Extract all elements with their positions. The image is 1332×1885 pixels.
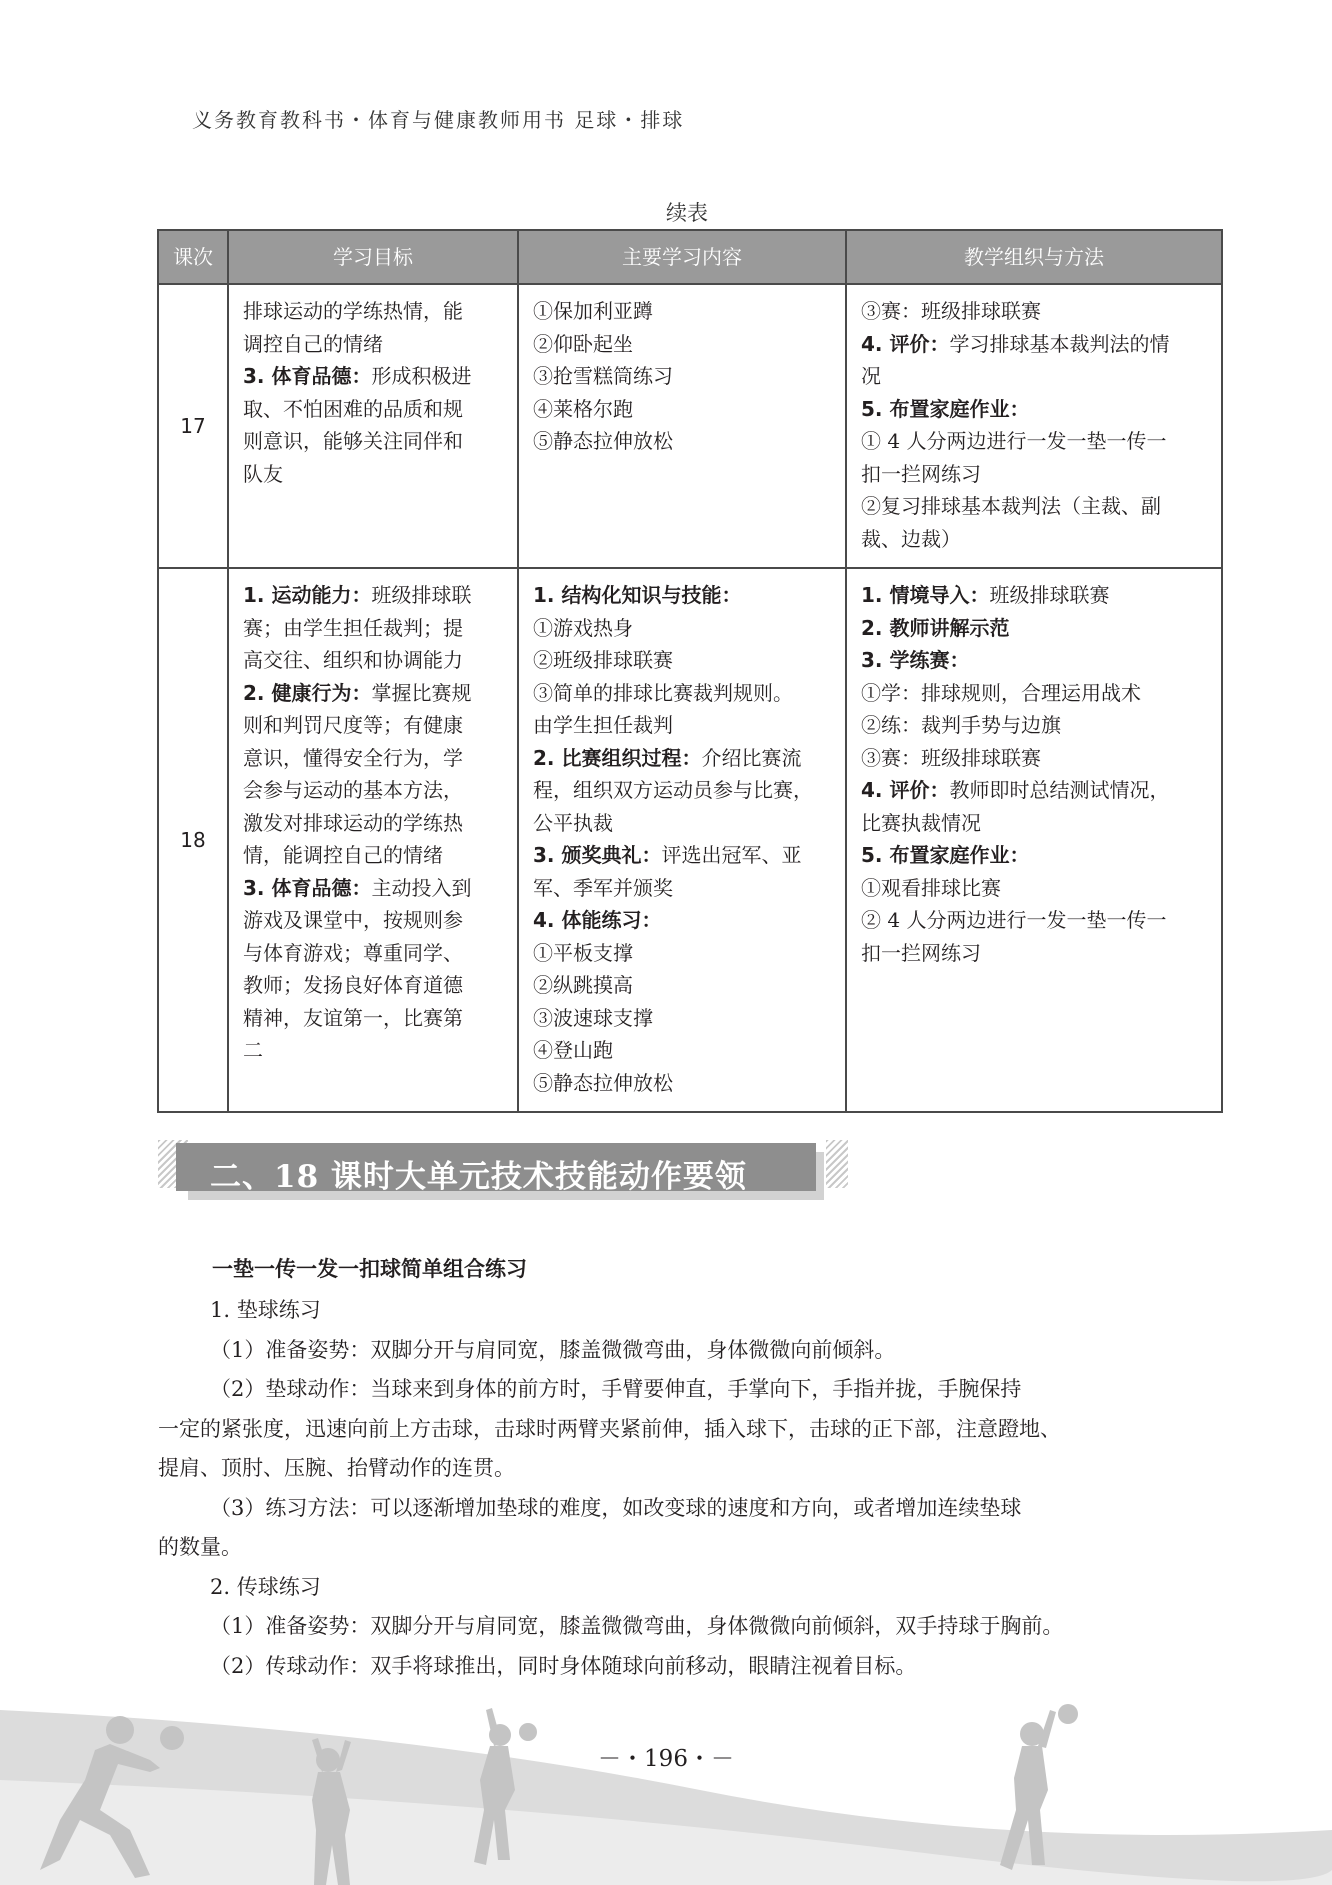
cell-line <box>533 644 831 677</box>
cell-line-text: ① 4 人分两边进行一发一垫一传一 <box>861 429 1167 453</box>
cell-line-text: ③波速球支撑 <box>533 1005 653 1030</box>
cell-line-text: 游戏及课堂中，按规则参 <box>243 908 463 932</box>
cell-line-text: ①学：排球规则，合理运用战术 <box>861 680 1141 705</box>
cell-line <box>861 458 1207 491</box>
cell-line-text: ⑤静态拉伸放松 <box>533 1070 673 1095</box>
cell-line <box>861 612 1207 645</box>
cell-line-text: ③抢雪糕筒练习 <box>533 364 673 388</box>
volleyball-ball-icon-3 <box>1058 1704 1078 1724</box>
cell-line <box>243 774 503 807</box>
cell-line-text: 况 <box>861 364 881 388</box>
lesson-number-cell: 17 <box>158 284 228 568</box>
cell-line-text: ②练：裁判手势与边旗 <box>861 713 1061 737</box>
cell-line-text: 取、不怕困难的品质和规 <box>243 396 463 421</box>
methods-cell <box>846 284 1222 568</box>
cell-line-label: 2. 教师讲解示范 <box>861 615 1010 640</box>
lesson-plan-table <box>157 229 1223 1113</box>
cell-line-text: 会参与运动的基本方法， <box>243 778 463 802</box>
body-paragraph: （2）垫球动作：当球来到身体的前方时，手臂要伸直，手掌向下，手指并拢，手腕保持 <box>210 1377 1022 1401</box>
cell-line-text: 程，组织双方运动员参与比赛， <box>533 778 813 802</box>
cell-line <box>861 425 1207 458</box>
cell-line-text: 调控自己的情绪 <box>243 331 383 356</box>
cell-line <box>533 295 831 328</box>
body-text <box>158 1291 1222 1686</box>
sub-title: 一垫一传一发一扣球简单组合练习 <box>212 1257 527 1281</box>
cell-line-text: 精神，友谊第一，比赛第 <box>243 1005 463 1030</box>
cell-line <box>243 579 503 612</box>
cell-line <box>861 393 1207 426</box>
cell-line <box>533 579 831 612</box>
cell-line <box>533 872 831 905</box>
cell-line-text: 裁、边裁） <box>861 526 961 551</box>
cell-line <box>861 490 1207 523</box>
cell-line <box>533 328 831 361</box>
cell-line <box>243 1034 503 1067</box>
cell-line <box>861 742 1207 775</box>
cell-line-text: 由学生担任裁判 <box>533 713 673 737</box>
section-title: 二、18 课时大单元技术技能动作要领 <box>210 1159 747 1195</box>
cell-line <box>861 807 1207 840</box>
cell-line <box>861 872 1207 905</box>
cell-line <box>533 839 831 872</box>
cell-line-text: 主动投入到 <box>371 875 472 900</box>
cell-line <box>533 1034 831 1067</box>
cell-line-text: 高交往、组织和协调能力 <box>243 648 463 672</box>
body-paragraph: （3）练习方法：可以逐渐增加垫球的难度，如改变球的速度和方向，或者增加连续垫球 <box>210 1495 1022 1520</box>
cell-line-text: ②复习排球基本裁判法（主裁、副 <box>861 494 1161 518</box>
cell-line-label: 5. 布置家庭作业： <box>861 396 1030 421</box>
cell-line <box>861 579 1207 612</box>
body-paragraph: （1）准备姿势：双脚分开与肩同宽，膝盖微微弯曲，身体微微向前倾斜，双手持球于胸前。 <box>210 1614 1064 1638</box>
cell-line <box>861 774 1207 807</box>
cell-line <box>243 1002 503 1035</box>
cell-line <box>243 709 503 742</box>
cell-line-text: ④莱格尔跑 <box>533 396 633 421</box>
cell-line <box>243 969 503 1002</box>
cell-line-label: 3. 体育品德： <box>243 364 372 388</box>
cell-line <box>533 742 831 775</box>
goals-cell <box>228 284 518 568</box>
cell-line-label: 4. 评价： <box>861 778 950 802</box>
cell-line-text: ③简单的排球比赛裁判规则。 <box>533 680 793 705</box>
body-paragraph: 2. 传球练习 <box>210 1574 321 1599</box>
volleyball-ball-icon-2 <box>519 1723 537 1741</box>
table-caption: 续表 <box>666 201 708 225</box>
cell-line <box>533 904 831 937</box>
cell-line-label: 3. 学练赛： <box>861 648 970 672</box>
cell-line-text: 掌握比赛规 <box>371 680 472 705</box>
cell-line-text: ②仰卧起坐 <box>533 331 633 356</box>
cell-line <box>243 295 503 328</box>
cell-line-text: ④登山跑 <box>533 1038 613 1062</box>
cell-line <box>861 709 1207 742</box>
cell-line-text: ①保加利亚蹲 <box>533 299 653 323</box>
cell-line <box>861 360 1207 393</box>
cell-line-text: ③赛：班级排球联赛 <box>861 745 1041 770</box>
body-paragraph: 提肩、顶肘、压腕、抬臂动作的连贯。 <box>158 1456 515 1480</box>
cell-line-text: 意识，懂得安全行为，学 <box>243 745 463 770</box>
cell-line <box>243 839 503 872</box>
cell-line-text: 公平执裁 <box>533 810 613 835</box>
cell-line-text: 评选出冠军、亚 <box>661 843 802 867</box>
cell-line-text: 教师；发扬良好体育道德 <box>243 973 463 997</box>
cell-line-text: 军、季军并颁奖 <box>533 875 673 900</box>
cell-line <box>533 677 831 710</box>
cell-line-text: 形成积极进 <box>371 364 472 388</box>
cell-line <box>533 425 831 458</box>
goals-cell <box>228 568 518 1112</box>
cell-line-text: ⑤静态拉伸放松 <box>533 429 673 453</box>
running-header: 义务教育教科书・体育与健康教师用书 足球・排球 <box>192 108 685 132</box>
cell-line-text: 情，能调控自己的情绪 <box>243 843 443 867</box>
cell-line-text: 班级排球联赛 <box>989 583 1110 607</box>
cell-line <box>243 872 503 905</box>
cell-line-text: ①观看排球比赛 <box>861 875 1001 900</box>
page-number: －・196・－ <box>598 1746 734 1772</box>
cell-line-label: 4. 体能练习： <box>533 908 662 932</box>
cell-line <box>243 904 503 937</box>
cell-line-label: 2. 健康行为： <box>243 680 372 705</box>
cell-line <box>861 295 1207 328</box>
cell-line <box>861 677 1207 710</box>
body-paragraph: （1）准备姿势：双脚分开与肩同宽，膝盖微微弯曲，身体微微向前倾斜。 <box>210 1337 896 1362</box>
cell-line-text: 二 <box>243 1038 263 1062</box>
table-row <box>158 568 1222 1112</box>
cell-line-text: 介绍比赛流 <box>701 745 802 770</box>
body-paragraph: 一定的紧张度，迅速向前上方击球，击球时两臂夹紧前伸，插入球下，击球的正下部，注意蹬地、 <box>158 1416 1061 1441</box>
content-cell <box>518 284 846 568</box>
cell-line-text: ①游戏热身 <box>533 615 633 640</box>
cell-line-text: 与体育游戏；尊重同学、 <box>243 940 463 965</box>
cell-line-text: 则意识，能够关注同伴和 <box>243 429 463 453</box>
cell-line-text: 激发对排球运动的学练热 <box>243 810 463 835</box>
cell-line <box>243 677 503 710</box>
cell-line <box>243 458 503 491</box>
cell-line <box>861 328 1207 361</box>
cell-line-text: ② 4 人分两边进行一发一垫一传一 <box>861 908 1167 932</box>
cell-line-text: ③赛：班级排球联赛 <box>861 299 1041 323</box>
cell-line-label: 5. 布置家庭作业： <box>861 843 1030 867</box>
lesson-number-cell: 18 <box>158 568 228 1112</box>
cell-line <box>243 425 503 458</box>
cell-line <box>533 969 831 1002</box>
cell-line-label: 1. 结构化知识与技能： <box>533 583 742 607</box>
cell-line <box>533 1067 831 1100</box>
table-row <box>158 284 1222 568</box>
cell-line-text: 扣一拦网练习 <box>861 940 981 965</box>
cell-line-label: 1. 运动能力： <box>243 583 372 607</box>
cell-line-text: 比赛执裁情况 <box>861 810 981 835</box>
methods-cell <box>846 568 1222 1112</box>
cell-line <box>533 807 831 840</box>
cell-line <box>533 709 831 742</box>
cell-line <box>861 839 1207 872</box>
cell-line <box>861 644 1207 677</box>
body-paragraph: （2）传球动作：双手将球推出，同时身体随球向前移动，眼睛注视着目标。 <box>210 1653 917 1678</box>
cell-line-text: 队友 <box>243 461 283 486</box>
header-lesson-no: 课次 <box>158 230 228 284</box>
cell-line <box>533 1002 831 1035</box>
cell-line-label: 3. 体育品德： <box>243 875 372 900</box>
header-main-content: 主要学习内容 <box>518 230 846 284</box>
cell-line <box>861 937 1207 970</box>
cell-line-label: 4. 评价： <box>861 331 950 356</box>
table-header-row <box>158 230 1222 284</box>
body-paragraph: 1. 垫球练习 <box>210 1298 321 1322</box>
cell-line <box>243 644 503 677</box>
cell-line <box>533 360 831 393</box>
content-cell <box>518 568 846 1112</box>
cell-line <box>533 612 831 645</box>
cell-line-text: ①平板支撑 <box>533 940 633 965</box>
cell-line-text: 赛；由学生担任裁判；提 <box>243 615 463 640</box>
cell-line-text: 学习排球基本裁判法的情 <box>949 331 1170 356</box>
cell-line-text: 班级排球联 <box>371 583 472 607</box>
cell-line <box>243 807 503 840</box>
banner-stripes-right <box>826 1140 848 1188</box>
cell-line <box>243 393 503 426</box>
body-paragraph: 的数量。 <box>158 1535 242 1559</box>
cell-line-text: 扣一拦网练习 <box>861 461 981 486</box>
cell-line <box>533 937 831 970</box>
cell-line <box>533 774 831 807</box>
cell-line-text: ②班级排球联赛 <box>533 648 673 672</box>
cell-line <box>243 328 503 361</box>
cell-line <box>243 360 503 393</box>
cell-line-text: 排球运动的学练热情，能 <box>243 299 463 323</box>
cell-line-text: ②纵跳摸高 <box>533 973 633 997</box>
header-learning-goals: 学习目标 <box>228 230 518 284</box>
header-teaching-methods: 教学组织与方法 <box>846 230 1222 284</box>
cell-line-text: 教师即时总结测试情况， <box>949 778 1170 802</box>
cell-line-label: 2. 比赛组织过程： <box>533 745 702 770</box>
cell-line-label: 1. 情境导入： <box>861 583 990 607</box>
cell-line <box>243 612 503 645</box>
cell-line <box>861 904 1207 937</box>
cell-line-text: 则和判罚尺度等；有健康 <box>243 713 463 737</box>
cell-line <box>243 742 503 775</box>
cell-line <box>243 937 503 970</box>
cell-line <box>533 393 831 426</box>
cell-line-label: 3. 颁奖典礼： <box>533 843 662 867</box>
cell-line <box>861 523 1207 556</box>
